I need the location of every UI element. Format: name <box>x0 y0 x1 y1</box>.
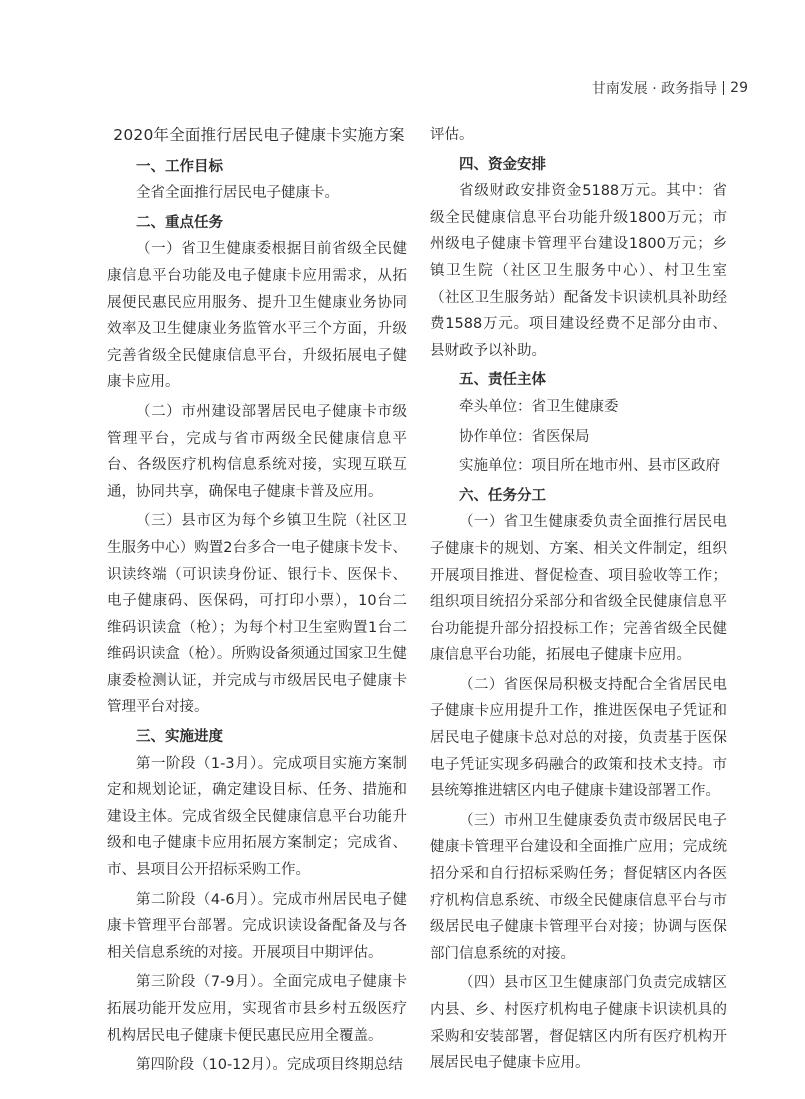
paragraph: 省级财政安排资金5188万元。其中：省级全民健康信息平台功能升级1800万元；市州级电子健康卡管理平台建设1800万元；乡镇卫生院（社区卫生服务中心）、村卫生室（社区卫生服务站）配备发卡识读机具补助经费1588万元。项目建设经费不足部分由市、县财政予以补助。 <box>430 183 727 359</box>
paragraph: 协作单位：省医保局 <box>459 428 590 445</box>
heading-key-tasks: 二、重点任务 <box>136 214 223 231</box>
document-title: 2020年全面推行居民电子健康卡实施方案 <box>113 126 405 144</box>
paragraph: （三）市州卫生健康委负责市级居民电子健康卡管理平台建设和全面推广应用；完成统招分采和自行招标采购任务；督促辖区内各医疗机构信息系统、市级全民健康信息平台与市级居民电子健康卡管理平台对接；协调与医保部门信息系统的对接。 <box>430 812 727 962</box>
paragraph: （二）省医保局积极支持配合全省居民电子健康卡应用提升工作，推进医保电子凭证和居民电子健康卡总对总的对接，负责基于医保电子凭证实现多码融合的政策和技术支持。市县统筹推进辖区内电子健康卡建设部署工作。 <box>430 676 727 800</box>
heading-work-goal: 一、工作目标 <box>136 158 223 175</box>
right-column <box>430 122 727 1080</box>
paragraph: 第三阶段（7-9月）。全面完成电子健康卡拓展功能开发应用，实现省市县乡村五级医疗机构居民电子健康卡便民惠民应用全覆盖。 <box>107 974 407 1044</box>
header-section: 甘南发展 · 政务指导 <box>591 81 718 97</box>
paragraph: 全省全面推行居民电子健康卡。 <box>136 185 339 202</box>
paragraph: 实施单位：项目所在地市州、县市区政府 <box>459 458 720 475</box>
paragraph: 第一阶段（1-3月）。完成项目实施方案制定和规划论证，确定建设目标、任务、措施和建设主体。完成省级全民健康信息平台功能升级和电子健康卡应用拓展方案制定；完成省、市、县项目公开招标采购工作。 <box>107 755 407 879</box>
paragraph: 牵头单位：省卫生健康委 <box>459 398 619 415</box>
heading-responsible-parties: 五、责任主体 <box>459 372 546 389</box>
paragraph: （三）县市区为每个乡镇卫生院（社区卫生服务中心）购置2台多合一电子健康卡发卡、识读终端（可识读身份证、银行卡、医保卡、电子健康码、医保码，可打印小票），10台二维码识读盒（枪）；为每个村卫生室购置1台二维码识读盒（枪）。所购设备须通过国家卫生健康委检测认证，并完成与市级居民电子健康卡管理平台对接。 <box>107 513 407 716</box>
left-column <box>107 122 407 1082</box>
heading-funding: 四、资金安排 <box>459 156 546 173</box>
paragraph: （一）省卫生健康委负责全面推行居民电子健康卡的规划、方案、相关文件制定，组织开展项目推进、督促检查、项目验收等工作；组织项目统招分采部分和省级全民健康信息平台功能提升部分招投标工作；完善省级全民健康信息平台功能，拓展电子健康卡应用。 <box>430 514 727 664</box>
paragraph-continued: 评估。 <box>430 127 474 143</box>
heading-division-of-tasks: 六、任务分工 <box>459 487 546 504</box>
paragraph: （四）县市区卫生健康部门负责完成辖区内县、乡、村医疗机构电子健康卡识读机具的采购和安装部署，督促辖区内所有医疗机构开展居民电子健康卡应用。 <box>430 975 727 1072</box>
page-number: 29 <box>730 80 748 96</box>
paragraph: （二）市州建设部署居民电子健康卡市级管理平台，完成与省市两级全民健康信息平台、各级医疗机构信息系统对接，实现互联互通，协同共享，确保电子健康卡普及应用。 <box>107 403 407 500</box>
running-header <box>592 78 748 98</box>
paragraph: （一）省卫生健康委根据目前省级全民健康信息平台功能及电子健康卡应用需求，从拓展便民惠民应用服务、提升卫生健康业务协同效率及卫生健康业务监管水平三个方面，升级完善省级全民健康信息平台，升级拓展电子健康卡应用。 <box>107 241 407 391</box>
paragraph: 第四阶段（10-12月）。完成项目终期总结 <box>136 1057 403 1074</box>
heading-schedule: 三、实施进度 <box>136 729 223 746</box>
header-divider <box>723 81 724 95</box>
paragraph: 第二阶段（4-6月）。完成市州居民电子健康卡管理平台部署。完成识读设备配备及与各相关信息系统的对接。开展项目中期评估。 <box>107 891 407 961</box>
